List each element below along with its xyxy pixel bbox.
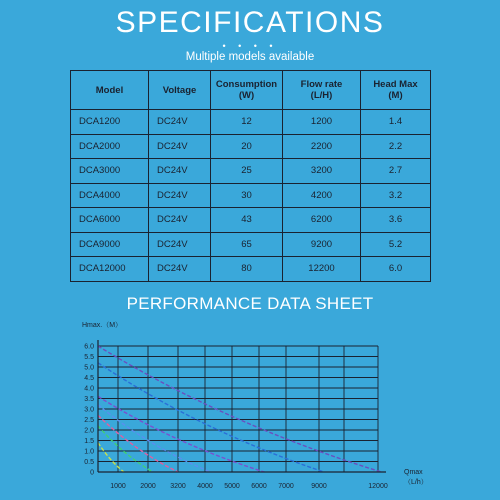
x-tick-label: 3200 bbox=[170, 483, 186, 490]
table-cell: 1.4 bbox=[361, 110, 431, 135]
table-cell: 1200 bbox=[283, 110, 361, 135]
table-cell: DCA3000 bbox=[71, 159, 149, 184]
table-cell: DC24V bbox=[149, 183, 211, 208]
table-header-text: Model bbox=[95, 84, 124, 96]
table-cell: DCA1200 bbox=[71, 110, 149, 135]
x-tick-label: 12000 bbox=[368, 483, 388, 490]
page-subtitle: Multiple models available bbox=[185, 51, 315, 63]
table-cell: DC24V bbox=[149, 232, 211, 257]
y-tick-label: 4.0 bbox=[84, 385, 94, 393]
table-cell: DC24V bbox=[149, 159, 211, 184]
table-cell: DCA4000 bbox=[71, 183, 149, 208]
series-curve bbox=[98, 443, 124, 472]
y-tick-label: 5.0 bbox=[84, 364, 94, 372]
x-tick-label: 4000 bbox=[197, 483, 213, 490]
y-tick-label: 2.5 bbox=[84, 417, 94, 424]
table-cell: 30 bbox=[211, 183, 283, 208]
chart-title: PERFORMANCE DATA SHEET bbox=[126, 294, 374, 313]
table-cell: 65 bbox=[211, 232, 283, 257]
table-cell: 2.7 bbox=[361, 159, 431, 184]
table-cell: DC24V bbox=[149, 134, 211, 159]
y-tick-label: 2.0 bbox=[84, 427, 94, 435]
x-axis-unit-label: （L/h） bbox=[404, 479, 428, 486]
table-cell: 3200 bbox=[283, 159, 361, 184]
table-cell: 5.2 bbox=[361, 232, 431, 257]
y-tick-label: 0.5 bbox=[84, 459, 94, 466]
chart-grid bbox=[98, 346, 378, 472]
table-header-text: (M) bbox=[388, 90, 403, 101]
y-tick-label: 0 bbox=[90, 469, 94, 477]
table-cell: DCA2000 bbox=[71, 134, 149, 159]
table-cell: DCA9000 bbox=[71, 232, 149, 257]
y-tick-label: 6.0 bbox=[84, 343, 94, 351]
table-cell: 20 bbox=[211, 134, 283, 159]
y-axis-label: Hmax.（M） bbox=[82, 322, 123, 329]
table-cell: 3.6 bbox=[361, 208, 431, 233]
series-curve bbox=[98, 415, 178, 472]
table-cell: 6200 bbox=[283, 208, 361, 233]
table-cell: 2.2 bbox=[361, 134, 431, 159]
table-cell: DC24V bbox=[149, 110, 211, 135]
table-cell: 6.0 bbox=[361, 257, 431, 282]
table-cell: 4200 bbox=[283, 183, 361, 208]
table-header-text: Flow rate bbox=[300, 79, 343, 90]
table-header-text: Consumption bbox=[215, 79, 278, 90]
y-tick-label: 1.5 bbox=[84, 438, 94, 445]
y-tick-label: 1.0 bbox=[84, 448, 94, 456]
table-cell: 25 bbox=[211, 159, 283, 184]
table-cell: 3.2 bbox=[361, 183, 431, 208]
series-curve bbox=[98, 363, 324, 472]
table-cell: 80 bbox=[211, 257, 283, 282]
series-curve bbox=[98, 396, 264, 472]
table-header-text: (L/H) bbox=[310, 90, 333, 101]
y-tick-label: 3.5 bbox=[84, 396, 94, 403]
x-tick-label: 7000 bbox=[278, 483, 294, 490]
table-cell: DC24V bbox=[149, 257, 211, 282]
x-tick-label: 5000 bbox=[224, 483, 240, 490]
table-header-text: Voltage bbox=[162, 84, 197, 96]
table-cell: DCA12000 bbox=[71, 257, 149, 282]
x-tick-label: 2000 bbox=[140, 483, 156, 490]
y-tick-label: 5.5 bbox=[84, 354, 94, 361]
page-title: SPECIFICATIONS bbox=[115, 6, 385, 39]
table-cell: 9200 bbox=[283, 232, 361, 257]
title-dots: • • • • bbox=[222, 41, 278, 51]
table-header-text: Head Max bbox=[373, 79, 418, 90]
y-tick-label: 3.0 bbox=[84, 406, 94, 414]
table-cell: 12 bbox=[211, 110, 283, 135]
table-cell: DCA6000 bbox=[71, 208, 149, 233]
x-tick-label: 6000 bbox=[251, 483, 267, 490]
y-tick-label: 4.5 bbox=[84, 375, 94, 382]
table-header-text: (W) bbox=[238, 90, 255, 101]
table-cell: 2200 bbox=[283, 134, 361, 159]
series-curve bbox=[98, 426, 153, 472]
x-tick-label: 1000 bbox=[110, 483, 126, 490]
table-cell: 12200 bbox=[283, 257, 361, 282]
table-cell: DC24V bbox=[149, 208, 211, 233]
table-cell: 43 bbox=[211, 208, 283, 233]
x-axis-label: Qmax bbox=[404, 469, 423, 476]
x-tick-label: 9000 bbox=[311, 483, 327, 490]
